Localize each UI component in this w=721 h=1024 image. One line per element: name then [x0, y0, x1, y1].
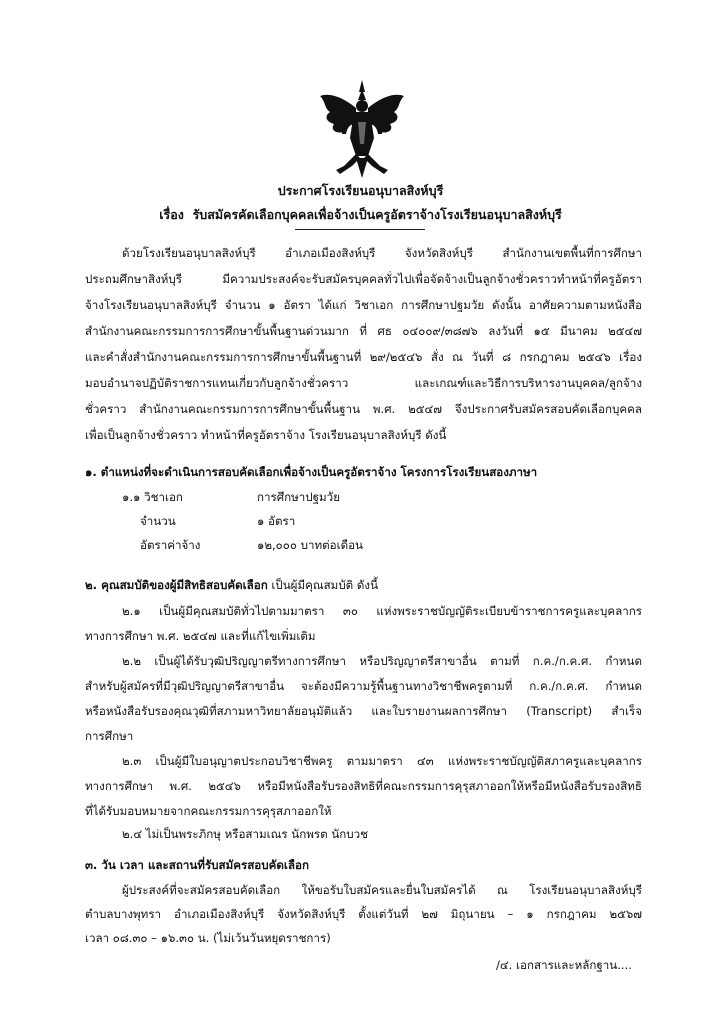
section-2-heading-bold: ๒. คุณสมบัติของผู้มีสิทธิสอบคัดเลือก — [85, 578, 268, 592]
application-line: ผู้ประสงค์ที่จะสมัครสอบคัดเลือก ให้ขอรับใบสมัครและยื่นใบสมัครได้ ณ โรงเรียนอนุบาลสิงห์บุรี — [122, 883, 642, 897]
continuation-note: /๔. เอกสารและหลักฐาน.... — [496, 958, 632, 972]
qualification-line: ทางการศึกษา พ.ศ. ๒๕๔๗ และที่แก้ไขเพิ่มเติม — [85, 629, 316, 643]
position-label: จำนวน — [140, 514, 176, 528]
position-label: อัตราค่าจ้าง — [140, 538, 201, 552]
subject-text: รับสมัครคัดเลือกบุคคลเพื่อจ้างเป็นครูอัตราจ้างโรงเรียนอนุบาลสิงห์บุรี — [192, 207, 562, 222]
announcement-title: ประกาศโรงเรียนอนุบาลสิงห์บุรี — [277, 183, 444, 198]
qualification-line: ๒.๑ เป็นผู้มีคุณสมบัติทั่วไปตามมาตรา ๓๐ แห่งพระราชบัญญัติระเบียบข้าราชการครูและบุคลากร — [122, 604, 642, 618]
qualification-line: ๒.๒ เป็นผู้ได้รับวุฒิปริญญาตรีทางการศึกษา หรือปริญญาตรีสาขาอื่น ตามที่ ก.ค./ก.ค.ศ. กำหนด — [122, 654, 642, 668]
section-2-heading — [85, 577, 378, 593]
section-2-heading-suffix: เป็นผู้มีคุณสมบัติ ดังนี้ — [267, 578, 379, 592]
section-3-heading: ๓. วัน เวลา และสถานที่รับสมัครสอบคัดเลือก — [85, 858, 309, 872]
intro-line: ชั่วคราว สำนักงานคณะกรรมการการศึกษาขั้นพื้นฐาน พ.ศ. ๒๕๔๗ จึงประกาศรับสมัครสอบคัดเลือกบุคคล — [85, 402, 642, 416]
application-line: เวลา ๐๘.๓๐ – ๑๖.๓๐ น. (ไม่เว้นวันหยุดราชการ) — [85, 931, 331, 945]
intro-line: สำนักงานคณะกรรมการการศึกษาขั้นพื้นฐานด่วนมาก ที่ ศธ ๐๔๐๐๙/๓๘๗๖ ลงวันที่ ๑๕ มีนาคม ๒๕๔๗ — [85, 324, 642, 338]
intro-line: เพื่อเป็นลูกจ้างชั่วคราว ทำหน้าที่ครูอัตราจ้าง โรงเรียนอนุบาลสิงห์บุรี ดังนี้ — [85, 428, 447, 442]
position-value: ๑๒,๐๐๐ บาทต่อเดือน — [257, 538, 363, 552]
position-value: ๑ อัตรา — [257, 514, 296, 528]
intro-line: มอบอำนาจปฏิบัติราชการแทนเกี่ยวกับลูกจ้างชั่วคราว และเกณฑ์และวิธีการบริหารงานบุคคล/ลูกจ้าง — [85, 376, 642, 390]
qualification-line: สำหรับผู้สมัครที่มีวุฒิปริญญาตรีสาขาอื่น จะต้องมีความรู้พื้นฐานทางวิชาชีพครูตามที่ ก.ค./ก.ค.ศ. กำหนด — [85, 679, 642, 693]
intro-line: ด้วยโรงเรียนอนุบาลสิงห์บุรี อำเภอเมืองสิงห์บุรี จังหวัดสิงห์บุรี สำนักงานเขตพื้นที่การศึกษา — [122, 246, 642, 260]
qualification-line: การศึกษา — [85, 729, 134, 743]
qualification-line: ๒.๔ ไม่เป็นพระภิกษุ หรือสามเณร นักพรต นักบวช — [122, 827, 368, 841]
qualification-line: ที่ได้รับมอบหมายจากคณะกรรมการคุรุสภาออกให้ — [85, 804, 332, 818]
intro-line: จ้างโรงเรียนอนุบาลสิงห์บุรี จำนวน ๑ อัตรา ได้แก่ วิชาเอก การศึกษาปฐมวัย ดังนั้น อาศัยความตามหนังสือ — [85, 298, 642, 312]
title-divider — [295, 229, 425, 230]
position-label: ๑.๑ วิชาเอก — [122, 490, 183, 504]
qualification-line: หรือหนังสือรับรองคุณวุฒิที่สภามหาวิทยาลัยอนุมัติแล้ว และใบรายงานผลการศึกษา (Transcript) สำเร็จ — [85, 704, 642, 718]
section-1-heading: ๑. ตำแหน่งที่จะดำเนินการสอบคัดเลือกเพื่อจ้างเป็นครูอัตราจ้าง โครงการโรงเรียนสองภาษา — [85, 465, 538, 479]
intro-line: ประถมศึกษาสิงห์บุรี มีความประสงค์จะรับสมัครบุคคลทั่วไปเพื่อจัดจ้างเป็นลูกจ้างชั่วคราวทำหน้าที่ครูอัตรา — [85, 272, 642, 286]
qualification-line: ทางการศึกษา พ.ศ. ๒๕๔๖ หรือมีหนังสือรับรองสิทธิที่คณะกรรมการคุรุสภาออกให้หรือมีหนังสือรับรองสิทธิ — [85, 779, 642, 793]
position-value: การศึกษาปฐมวัย — [257, 490, 340, 504]
announcement-subject — [0, 205, 721, 225]
garuda-emblem-icon — [316, 78, 408, 180]
subject-label: เรื่อง — [159, 207, 184, 222]
application-line: ตำบลบางพุทรา อำเภอเมืองสิงห์บุรี จังหวัดสิงห์บุรี ตั้งแต่วันที่ ๒๗ มิถุนายน – ๑ กรกฎาคม ๒๕๖๗ — [85, 907, 642, 921]
intro-line: และคำสั่งสำนักงานคณะกรรมการการศึกษาขั้นพื้นฐานที่ ๒๙/๒๕๔๖ สั่ง ณ วันที่ ๘ กรกฎาคม ๒๕๔๖ เรื่อง — [85, 350, 642, 364]
qualification-line: ๒.๓ เป็นผู้มีใบอนุญาตประกอบวิชาชีพครู ตามมาตรา ๔๓ แห่งพระราชบัญญัติสภาครูและบุคลากร — [122, 754, 642, 768]
